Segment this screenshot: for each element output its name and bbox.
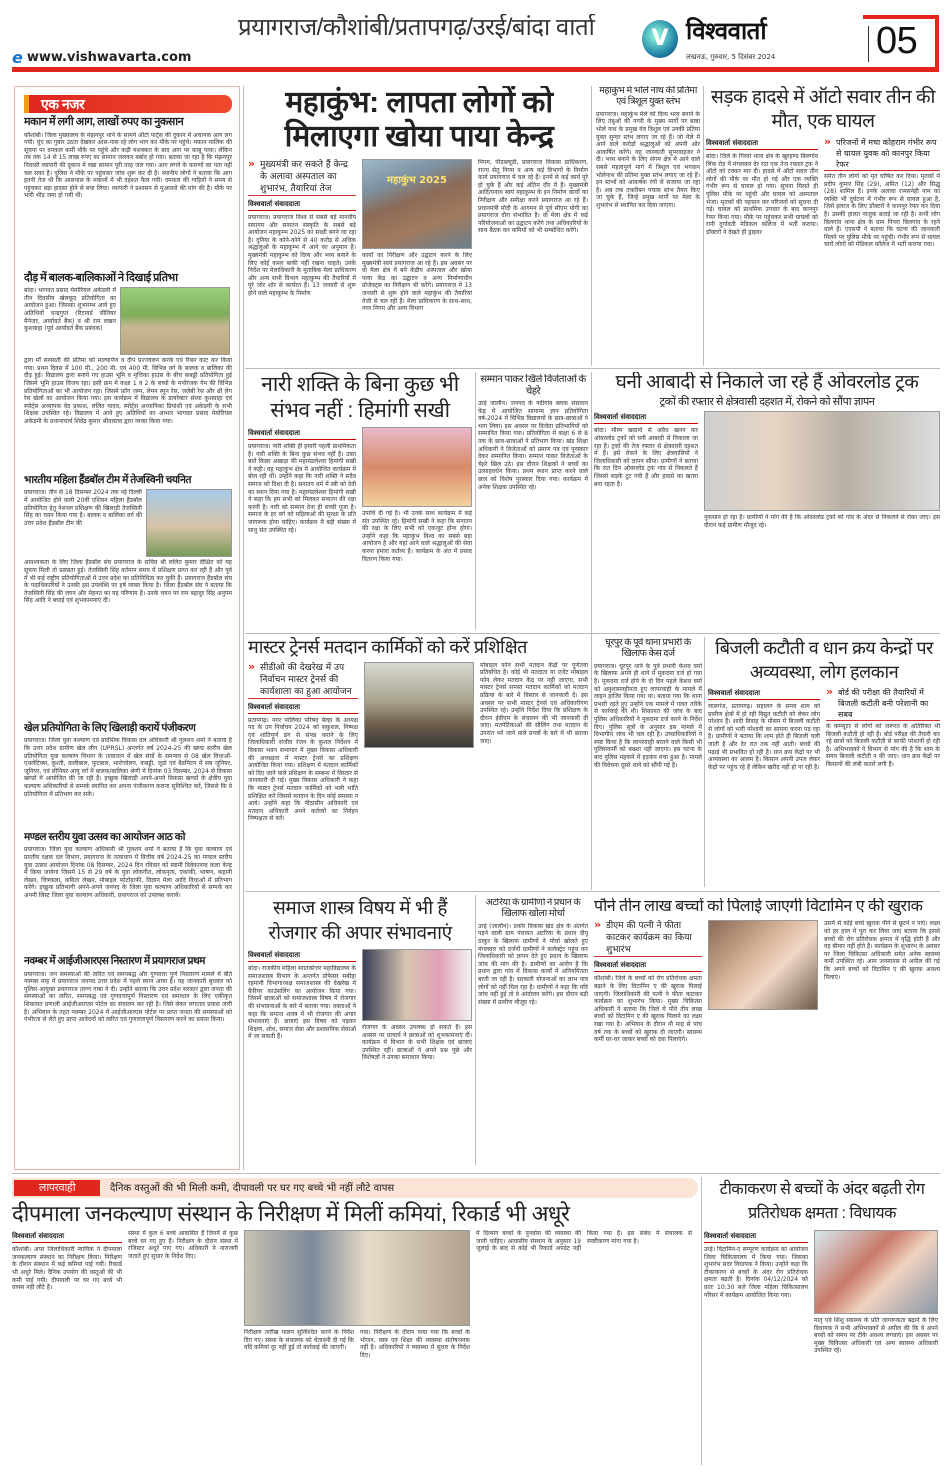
photo-deepmala-inspection [244, 1230, 470, 1326]
photo-tikakaran [814, 1230, 938, 1314]
lead-headline: महाकुंभ: लापता लोगों को मिलाएगा खोया पाया केन्द्र [284, 86, 554, 153]
website-url: www.vishwavarta.com [26, 50, 192, 65]
page-number: 05 [876, 20, 918, 62]
article-body-registration: प्रयागराज। जिला युवा कल्याण एवं प्रादेशिक विकास दल अधिकारी श्री गुलशन शर्मा ने बताया है कि उत्तर प्रदेश ग्रामीण खेल लीग (UPRSL) अन्तर्गत वर्ष 2024-25 की खण्ड स्तरीय खेल प्रतियोगिता युवा कल्याण विभाग के तत्वाधान में खेल संघों के समन्वय से 08 खेल विधाओं-एथलेटिक्स, कुश्ती, वालीबाल, फुटबाल, भारोत्तोलन, कबड्डी, जूडो एवं बैडमिंटन में सब जूनियर, जूनियर, एवं सीनियर आयु वर्ग में बालक/बालिका श्रेणी में दिनांक 03 दिसम्बर, 2024 से विकास खण्डों में आयोजित की जा रही है। इच्छुक खिलाड़ी अपने-अपने विकास खण्डों के क्षेत्रीय युवा कल्याण अधिकारियों से सम्पर्क स्थापित कर अपना पंजीकरण कराना सुनिश्चित करें, जिससे कि वे प्रतियोगिता में प्रतिभाग कर सकें। [24, 737, 232, 798]
byline: विश्ववार्ता संवाददाता [12, 1232, 122, 1243]
truck-story [594, 372, 940, 630]
byline: विश्ववार्ता संवाददाता [248, 951, 356, 962]
article-body-igrs: प्रयागराज। जन समस्याओं की त्वरित एवं समयबद्ध और गुणवत्ता पूर्ण निस्तारण मामले में बीते नवम्बर माह में प्रयागराज जनपद उत्तर प्रदेश में पहले स्थान आया है। यह जानकारी बुधवार को पुलिस आयुक्त प्रयागराज तरुण गाबा ने दी। उन्होंने बताया कि उत्तर प्रदेश सरकार द्वारा जनता की समस्याओं का त्वरित, समयबद्ध एवं गुणवत्तापूर्ण निस्तारण एवं समाधान के लिए एकीकृत शिकायत प्रणाली आईजीआरएस पोर्टल का संचालन कर रही है। जिसे लेकर लगातार प्रयास जारी है। अभियान के तहत नवम्बर 2024 में आईजीआरएस पोर्टल पर प्राप्त जनता की समस्याओं को गंभीरता से लेते हुए प्राप्त आवेदनों को त्वरित एवं गुणवत्तापूर्ण निस्तारण करने का प्रयास किया। [24, 970, 232, 1024]
article-body-accident-1: बांदा। जिले के गिरवां थाना क्षेत्र के खुरहण्ड बिलगांव लिंक रोड में मंगलवार देर रात एक तेज रफ्तार ट्रक ने ऑटो को टक्कर मार दी। हादसे में ऑटो सवार तीन लोगों की मौके पर मौत हो गई और एक व्यक्ति गंभीर रूप से घायल हो गया। सूचना मिलते ही पुलिस मौके पर पहुंची और घायल को अस्पताल भेजा। मृतकों की पहचान कर परिजनों को सूचना दी गई। घायल को प्राथमिक उपचार के बाद कानपुर रेफर किया गया। मौके पर पहुंचकर सभी घायलों को रानी दुर्गावती मेडिकल कॉलेज में भर्ती कराया। डॉक्टरों ने देखते ही ड्राइवर [706, 153, 818, 236]
ataria-story [478, 898, 588, 1164]
byline: विश्ववार्ता संवाददाता [594, 413, 698, 424]
byline: विश्ववार्ता संवाददाता [594, 961, 702, 972]
article-body-master-1: प्रतापगढ़। नगर पालिका परिषद बेल्हा के अध्यक्ष पद के उप निर्वाचन 2024 को सकुशल, निष्पक्ष एवं शांतिपूर्ण ढंग से संपन्न कराने के लिए जिलाधिकारी संजीव रंजन के कुशल निर्देशन में विकास भवन सभागार में मुख्य विकास अधिकारी की अध्यक्षता में मास्टर ट्रेनर्स का प्रशिक्षण आयोजित किया गया। प्रशिक्षण में मतदान कार्मिकों को दिए जाने वाले प्रशिक्षण के सम्बन्ध में विस्तार से जानकारी दी गई। मुख्य विकास अधिकारी ने कहा कि मास्टर ट्रेनर्स मतदान कार्मिकों को भली भांति प्रशिक्षित करें जिससे मतदान के दिन कोई समस्या न आये। उन्होंने कहा कि पीठासीन अधिकारी एवं मतदान अधिकारी अपने कर्तव्यों का निर्वहन निष्पक्षता से करें। [248, 716, 358, 823]
lead-story [248, 86, 590, 366]
ek-nazar-label: एक नजर [24, 95, 232, 113]
article-body-fire: कौशांबी। जिला मुख्यालय के मंझनपुर थाने के सामने ऑटो पार्ट्स की दुकान में अचानक आग लग गयी। धुंए का गुबार उठता देखकर आस-पास रहे लोग भाग कर मौके पर पहुंचे। मकान मालिक की सूचना पर दमकल कर्मी मौके पर पहुंचे और कड़ी मशक्कत के बाद आग पर काबू पाया। लेकिन तब तक 14 से 15 लाख रुपए का सामान जलकर बर्बाद हो गया। बताया जा रहा है कि मंझनपुर निवासी व्यापारी की दुकान में रखा सामान पूरी तरह जल गया। आग लगने के कारणों का पता नहीं चल सका है। पुलिस ने मौके पर पहुंचकर जांच शुरू कर दी है। स्थानीय लोगों ने बताया कि आग इतनी तेज थी कि आसपास के मकानों में भी दहशत फैल गयी। दमकल की गाड़ियों ने समय से पहुंचकर बड़ा हादसा होने से बचा लिया। व्यापारी ने प्रशासन से मुआवजे की मांग की है। मौके पर भारी भीड़ जमा हो गयी थी। [24, 131, 232, 200]
truck-subhead: ट्रकों की रफ्तार से क्षेत्रवासी दहशत में, रोकने को सौंपा ज्ञापन [659, 395, 875, 408]
photo-master-trainers [364, 662, 474, 748]
headline-nari-shakti: नारी शक्ति के बिना कुछ भी संभव नहीं : हिमांगी सखी [261, 373, 459, 422]
byline: विश्ववार्ता संवाददाता [248, 703, 358, 714]
article-body-master-2: मोबाइल फोन सभी मतदान केंद्रों पर पूर्णतया प्रतिबंधित है। कोई भी मतदाता या एजेंट मोबाइल फोन लेकर मतदान केंद्र पर नहीं जाएगा, सभी मास्टर ट्रेनर्स समस्त मतदान कार्मिकों को मतदान प्रक्रिया के बारे में विस्तार से जानकारी दें। इस अवसर पर सभी मास्टर ट्रेनर्स एवं अधिकारीगण उपस्थित रहे। उन्होंने निर्देश दिया कि प्रशिक्षण के दौरान ईवीएम के संचालन की भी जानकारी दी जाए। मतपेटिकाओं की सीलिंग तथा मतदान के उपरांत भरे जाने वाले प्रपत्रों के बारे में भी बताया जाए। [480, 661, 588, 745]
accident-subhead: » परिजनों में मचा कोहराम गंभीर रूप से घायल युवक को कानपुर किया रेफर [824, 137, 940, 171]
headline-handball: भारतीय महिला हैंडबॉल टीम में तेजस्विनी चयनित [24, 474, 191, 487]
headline-deepmala: दीपमाला जनकल्याण संस्थान के निरीक्षण में मिलीं कमियां, रिकार्ड भी अधूरे [12, 1201, 570, 1226]
headline-race: दौड़ में बालक-बालिकाओं ने दिखाई प्रतिभा [24, 271, 178, 284]
deepmala-kicker: दैनिक वस्तुओं की भी मिली कमी, दीपावली पर घर गए बच्चे भी नहीं लौटे वापस [110, 1182, 395, 1194]
headline-registration: खेल प्रतियोगिता के लिए खिलाड़ी करायें पंजीकरण [24, 722, 196, 735]
article-body-race-top: बांदा। भागवत प्रसाद मेमोरियल अकेडमी में तीन दिवसीय खेलकूद प्रतियोगिता का आयोजन हुआ। जिसका शुभारम्भ आये हुए अतिथियों चन्द्रगुप्त (रिटायर्ड सीनियर मैनेजर, आर्यावर्त बैंक) व श्री राम लखन कुशवाहा (पूर्व आर्यावर्त बैंक प्रबंधक) [24, 287, 116, 333]
article-body-nari-2: उपाधि दी गई है। भी उनके साथ कार्यक्रम में कई संत उपस्थित रहे। हिमांगी सखी ने कहा कि सनातन की रक्षा के लिए सभी को एकजुट होना होगा। उन्होंने कहा कि महाकुंभ विश्व का सबसे बड़ा आयोजन है और यहां आने वाले श्रद्धालुओं की सेवा करना हमारा कर्तव्य है। कार्यक्रम के अंत में प्रसाद वितरण किया गया। [362, 510, 472, 563]
lead-body-col3: निगम, पीडब्ल्यूडी, प्रयागराज विकास प्राधिकरण, राज्य सेतु निगम व अन्य कई विभागों के निर्माण कार्य प्रयागराज में चल रहे हैं। इनमें से कई कार्य पूरे हो चुके हैं और कई अंतिम दौर में हैं। मुख्यमंत्री आदित्यनाथ स्वयं महाकुम्भ के इन निर्माण कार्यों का निरीक्षण और समीक्षा करने प्रयागराज आ रहे हैं। प्रधानमंत्री मोदी के आगमन से पूर्व सीएम योगी का प्रयागराज दौरा संभावित है। वो मेला क्षेत्र में कई परियोजनाओं का उद्घाटन करेंगे तथा अधिकारियों के साथ बैठक कर कमियों को भी सम्बोधित करेंगे। [478, 159, 588, 235]
article-body-accident-2: समेत तीन लोगों को मृत घोषित कर दिया। मृतकों में प्रदीप कुमार सिंह (29), अमित (12) और सिद्धू (28) शामिल हैं। इनके अलावा रामसनेही नाम का व्यक्ति भी दुर्घटना में गंभीर रूप से घायल हुआ है, जिसे इलाज के लिए डॉक्टरों ने कानपुर रेफर कर दिया है। उसकी हालत नाजुक बताई जा रही है। सभी लोग बिलगांव थाना क्षेत्र के ग्राम पिपरा बिलगांव के रहने वाले हैं। एएसपी ने बताया कि घटना की जानकारी मिलने पर पुलिस मौके पर पहुंची। गंभीर रूप से घायल चारों लोगों को मेडिकल कॉलेज में भर्ती कराया गया। [824, 173, 940, 249]
article-body-vitamin-2: उसमें से कोई बच्चे खुराक पीने से छूटने न पाएं। लक्ष्य को हर हाल में पूरा कर लिया जाए बताया कि इससे बच्चों की रोग प्रतिरोधक क्षमता में वृद्धि होती है और वह बीमार नहीं होते हैं। कार्यक्रम के शुभारंभ के अवसर पर जिला चिकित्सा अधिकारी समेत अनेक स्वास्थ्य कर्मी उपस्थित रहे। आम जनमानस से अपील की गई कि अपने बच्चों को विटामिन ए की खुराक अवश्य पिलाएं। [824, 920, 940, 981]
kicker-bar [12, 1178, 698, 1198]
article-body-tika-2: मातृ एवं शिशु स्वास्थ्य के प्रति जागरूकता बढ़ाने के लिए विधायक ने सभी अभिभावकों से अपील की कि वे अपने बच्चों को समय पर टीके अवश्य लगवाएं। इस अवसर पर मुख्य चिकित्सा अधिकारी एवं अन्य स्वास्थ्य अधिकारी उपस्थित रहे। [814, 1317, 938, 1355]
vitamin-subhead: » डीएम की पत्नी ने फीता काटकर कार्यक्रम का किया शुभारंभ [594, 920, 702, 957]
headline-samman: सम्मान पाकर खिले विजेताओं के चेहरे [480, 374, 586, 397]
paper-logo: V [642, 20, 678, 58]
byline: विश्ववार्ता संवाददाता [248, 429, 356, 440]
dateline: लखनऊ, गुरुवार, 5 दिसंबर 2024 [686, 53, 776, 61]
vitamin-a-story [594, 898, 940, 1164]
headline-overload-truck: घनी आबादी से निकाले जा रहे हैं ओवरलोड ट्रक [615, 372, 919, 393]
headline-bijli: बिजली कटौती व धान क्रय केन्द्रों पर अव्यवस्था, लोग हलकान [715, 638, 933, 682]
article-body-bijli-1: लालगंज, प्रतापगढ़। सहालग के समय शाम को ग्रामीण क्षेत्रों में हो रही विद्युत कटौती को लेकर लोग परेशान हैं। शादी विवाह के मौसम में बिजली कटौती से लोगों को भारी परेशानी का सामना करना पड़ रहा है। ग्रामीणों ने बताया कि शाम होते ही बिजली चली जाती है और देर रात तक नहीं आती। बच्चों की पढ़ाई भी प्रभावित हो रही है। धान क्रय केंद्रों पर भी अव्यवस्था का आलम है। किसान अपनी उपज लेकर केंद्रों पर पहुंच रहे हैं लेकिन खरीद नहीं हो पा रही है। [708, 703, 820, 771]
headline-vitamin-a: पौने तीन लाख बच्चों को पिलाई जाएगी विटामिन ए की खुराक [594, 898, 923, 915]
masthead-rule [12, 67, 939, 72]
bhole-nath-story [596, 86, 700, 366]
section-title: प्रयागराज/कौशांबी/प्रतापगढ़/उरई/बांदा वार्ता [238, 14, 595, 41]
photo-race [120, 287, 230, 355]
tikakaran-story [704, 1178, 940, 1466]
article-body-samaj-2: रोजगार के अवसर उपलब्ध हो सकते हैं। इस अवसर पर प्राचार्य ने छात्राओं को शुभकामनाएं दीं। कार्यक्रम में विभाग के सभी शिक्षक एवं छात्राएं उपस्थित रहीं। छात्राओं ने अपने प्रश्न पूछे और विशेषज्ञों ने उनका समाधान किया। [362, 1024, 472, 1062]
lead-body-col2: कार्यों का निरीक्षण और उद्घाटन करने के लिए मुख्यमंत्री स्वयं प्रयागराज आ रहे हैं। इस अवसर पर वो मेला क्षेत्र में बने केंद्रीय अस्पताल और खोया पाया केंद्र का उद्घाटन व अन्य निर्माणाधीन प्रोजेक्ट्स का निरीक्षण भी करेंगे। प्रयागराज में 13 जनवरी से शुरू होने वाले महाकुंभ की तैयारियां तेजी से चल रही हैं। मेला प्राधिकरण के साथ-साथ, नगर निगम और अन्य विभाग [362, 252, 472, 313]
article-body-vitamin-1: कौशांबी। जिले के बच्चों को रोग प्रतिरोधक क्षमता बढ़ाने के लिए विटामिन ए की खुराक पिलाई जाएगी। जिलाधिकारी की पत्नी ने फीता काटकर कार्यक्रम का शुभारंभ किया। मुख्य चिकित्सा अधिकारी ने बताया कि जिले में पौने तीन लाख बच्चों को विटामिन ए की खुराक पिलाने का लक्ष्य रखा गया है। अभियान के दौरान नौ माह से पांच वर्ष तक के बच्चों को खुराक दी जाएगी। स्वास्थ्य कर्मी घर-घर जाकर बच्चों को दवा पिलाएंगे। [594, 975, 702, 1044]
headline-master-trainers: मास्टर ट्रेनर्स मतदान कार्मिकों को करें प्रशिक्षित [248, 637, 527, 657]
samman-story [478, 374, 588, 630]
headline-samaj-shastra: समाज शास्त्र विषय में भी हैं रोजगार की अपार संभावनाएं [268, 898, 452, 944]
article-body-bijli-2: के कम्प्यूटर से लोगों को जरूरत के अतिरिक्त भी बिजली कटौती हो रही है। बोर्ड परीक्षा की तैयारी कर रहे छात्रों को बिजली कटौती से काफी परेशानी हो रही है। अभिभावकों ने विभाग से मांग की है कि शाम के समय बिजली कटौती न की जाए। धान क्रय केंद्रों पर किसानों की लंबी कतारें लगी हैं। [826, 723, 940, 768]
article-body-truck-2: नुकसान हो रहा है। ग्रामीणों ने मांग की है कि ओवरलोड ट्रकों को गांव के अंदर से निकलने से रोका जाए। इस दौरान कई ग्रामीण मौजूद रहे। [704, 514, 940, 530]
accident-story [706, 86, 940, 366]
article-body-race: द्वारा माँ सरस्वती की प्रतिमा को माल्यार्पण व दीप प्रज्ज्वलन करके एवं रिबन काट कर किया गया। प्रथम दिवस में 100 मी., 200 मी. एवं 400 मी. विभिन्न वर्ग के बालक व बालिका की दौड़ हुई। विद्यालय द्वारा बनाये गए हाउस भूमि व मृत्तिका हाउस के बीच कबड्डी प्रतियोगिता हुई जिसमे भूमि हाउस विजय रहा। इसी क्रम में कक्षा 1 व 2 के बच्चो के मनोरंजक गेम की विभिन्न प्रतियोगिताओं का भी आयोजन रहा। जिसमे फ्रॉग जम्प, लेमन स्पून रेस, जलेबी रेस और थ्री लेग रेस खेलों का आयोजन किया गया। इस कार्यक्रम में विद्यालय के डायरेक्टर संध्या कुशवाहा एवं स्पोर्ट्स अध्यापक वेद प्रकाश, ललित यादव, स्पोर्ट्स अध्यापिका प्रियांशी एवं अकेडमी के सभी शिक्षक उपस्थित रहे। विद्यालय में आये हुए अतिथियों का आभार भागवत प्रसाद मेमोरियल अकेडमी के प्रधानाचार्य शिवेंद्र कुमार श्रीवास्तव द्वारा व्यक्त किया गया। [24, 357, 232, 426]
byline: विश्ववार्ता संवाददाता [706, 139, 818, 150]
deepmala-story [12, 1178, 698, 1466]
laparwahi-tag: लापरवाही [14, 1180, 100, 1196]
article-body-nari-1: प्रयागराज। नारी शक्ति ही हमारी पहली प्राथमिकता है। नारी शक्ति के बिना कुछ संभव नहीं है। उक्त बातें किन्नर अखाड़ा की महामंडलेश्वर हिमांगी सखी ने कही। वह महाकुंभ क्षेत्र में आयोजित कार्यक्रम में बोल रही थीं। उन्होंने कहा कि नारी शक्ति ने सदैव समाज को दिशा दी है। सनातन धर्म में स्त्री को देवी का स्थान दिया गया है। महामंडलेश्वर हिमांगी सखी ने कहा कि हम सभी को मिलकर सनातन की रक्षा करनी है। नारी को सम्मान देना ही सच्ची पूजा है। समाज के हर वर्ग को महिलाओं की सुरक्षा के प्रति जागरूक होना चाहिए। कार्यक्रम में बड़ी संख्या में साधु संत उपस्थित रहे। [248, 443, 356, 534]
master-trainers-story [248, 637, 588, 887]
lead-body-col1: प्रयागराज। प्रयागराज विश्व से सबसे बड़े मानवीय समागम और सनातन संस्कृति के सबसे बड़े आयोजन महाकुम्भ 2025 का साक्षी बनने जा रहा है। दुनिया के कोने-कोने से 40 करोड़ से अधिक श्रद्धालुओं के महाकुम्भ में आने का अनुमान है। मुख्यमंत्री महाकुम्भ को दिव्य और भव्य बनाने के लिए कोई कसर बाकी नहीं रखना चाहते। उनके निर्देश पर मेलाधिकारी के मुताबिक मेला प्राधिकरण और अन्य सभी विभाग महाकुम्भ की तैयारियों में पूरे जोर शोर से कार्यरत हैं। 13 जनवरी से शुरू होने वाले महाकुम्भ के निर्माण [248, 214, 356, 297]
byline: विश्ववार्ता संवाददाता [248, 200, 356, 211]
lead-subhead: » मुख्यमंत्री कर सकते हैं केन्द्र के अलावा अस्पताल का शुभारंभ, तैयारियां तेज [248, 159, 356, 196]
bijli-subhead: » बोर्ड की परीक्षा की तैयारियों में बिजली कटौती बनी परेशानी का सबब [826, 687, 940, 721]
paper-name: विश्ववार्ता [686, 18, 767, 45]
article-body-samman: उरई जालौन। जनपद के नदीगांव ब्लाक संसाधन केंद्र में आयोजित सामान्य ज्ञान प्रतियोगिता वर्ष-2024 में विभिन्न विद्यालयों के छात्र-छात्राओं ने भाग लिया। इस अवसर पर विजेता प्रतिभागियों को सम्मानित किया गया। प्रतियोगिता में कक्षा 6 से 8 तक के छात्र-छात्राओं ने प्रतिभाग किया। खंड शिक्षा अधिकारी ने विजेताओं को प्रमाण पत्र एवं पुरस्कार देकर सम्मानित किया। सम्मान पाकर विजेताओं के चेहरे खिल उठे। इस दौरान शिक्षकों ने बच्चों का उत्साहवर्धन किया। प्रथम स्थान प्राप्त करने वाले छात्र को विशेष पुरस्कार दिया गया। कार्यक्रम में अनेक शिक्षक उपस्थित रहे। [478, 400, 588, 491]
article-body-deepmala-3: निरीक्षण तारीख पालन सुनिश्चित करने के निर्देश दिए गए। संस्था के संचालक को चेतावनी दी गई कि यदि कमियां दूर नहीं हुई तो कार्रवाई की जाएगी। [244, 1329, 354, 1352]
samaj-shastra-story [248, 896, 472, 1164]
photo-truck-memorandum [704, 411, 940, 511]
photo-nari-shakti [362, 427, 472, 507]
photo-samaj-shastra [362, 949, 472, 1021]
headline-ghurpur: घूरपुर के पूर्व थाना प्रभारी के खिलाफ केस दर्ज [605, 638, 691, 659]
master-subhead: » सीडीओ की देखरेख में उप निर्वाचन मास्टर ट्रेनर्स की कार्यशाला का हुआ आयोजन [248, 662, 358, 699]
article-body-truck-1: बांदा। मौरम खदानों से अवैध खनन कर ओवरलोड ट्रकों को घनी आबादी से निकाला जा रहा है। ट्रकों की तेज रफ्तार से क्षेत्रवासी दहशत में हैं। इसे रोकने के लिए क्षेत्रवासियों ने जिलाधिकारी को ज्ञापन सौंपा। ग्रामीणों ने बताया कि रात दिन ओवरलोड ट्रक गांव से निकलते हैं जिससे सड़कें टूट गयी हैं और हादसे का खतरा बना रहता है। [594, 427, 698, 488]
photo-caption: महाकुंभ 2025 [387, 175, 447, 186]
article-body-deepmala-5: में दिव्यांग बच्चों के पुनर्वास की व्यवस्था की जानी चाहिए। आवासीय संस्थान के अनुसार 19 जुलाई के बाद से कोई भी रिकार्ड अपडेट नहीं किया गया है। इस संबंध में संचालक से स्पष्टीकरण मांगा गया है। [476, 1230, 692, 1253]
nari-shakti-story [248, 372, 472, 630]
left-column [24, 95, 232, 1165]
headline-fire: मकान में लगी आग, लाखों रुपए का नुकसान [24, 116, 184, 128]
bijli-story [708, 636, 940, 887]
ghurpur-story [594, 638, 702, 887]
article-body-handball-top: प्रयागराज। तीन से 18 दिसम्बर 2024 तक नई दिल्ली में आयोजित होने वाली 20वीं एशियन महिला हैंडबॉल प्रतियोगिता हेतु नेशनल प्रशिक्षण की खिलाड़ी तेजस्विनी सिंह का चयन किया गया है। बालक व बालिका वर्ग की उत्तर प्रदेश हैंडबॉल टीम की [24, 489, 142, 527]
headline-tikakaran: टीकाकरण से बच्चों के अंदर बढ़ती रोग प्रतिरोधक क्षमता : विधायक [719, 1181, 925, 1222]
article-body-ghurpur: प्रयागराज। घूरपुर थाने के पूर्व प्रभारी केशव वर्मा के खिलाफ अपने ही थाने में मुकदमा दर्ज हो गया है। मुकदमा दर्ज होने के दो दिन पहले केशव वर्मा को अनुशासनहीनता हुए लापरवाही के मामले में लाइन हाजिर किया गया था। बताया गया कि थाना प्रभारी रहते हुए उन्होंने एक मामले में गलत तरीके से कार्रवाई की थी। शिकायत की जांच के बाद पुलिस अधिकारियों ने मुकदमा दर्ज करने के निर्देश दिए। पुलिस सूत्रों के अनुसार इस मामले में विभागीय जांच भी चल रही है। उच्चाधिकारियों ने स्पष्ट किया है कि लापरवाही बरतने वाले किसी भी पुलिसकर्मी को बख्शा नहीं जाएगा। इस घटना के बाद पुलिस महकमे में हड़कंप मचा हुआ है। मामले की विवेचना दूसरे थाने को सौंपी गई है। [594, 662, 702, 769]
headline-ataria: अटरिया के ग्रामीणों ने प्रधान के खिलाफ खोला मोर्चा [485, 898, 581, 919]
article-body-deepmala-2: संस्था में कुल 6 बच्चे आवासित हैं जिनमें से कुछ बच्चे घर गए हुए हैं। निरीक्षण के दौरान संस्था में रजिस्टर अधूरे पाए गए। अधिकारी ने नाराजगी जताते हुए सुधार के निर्देश दिए। [128, 1230, 238, 1261]
lead-photo-mahakumbh [362, 159, 472, 249]
website-link[interactable] [12, 48, 191, 67]
browser-icon: e [12, 48, 23, 67]
headline-bhole-nath: महाकुंभ में भोले नाथ की प्रतिमा एवं त्रिशूल युक्त स्तंभ [599, 86, 697, 107]
headline-yuva-utsav: मण्डल स्तरीय युवा उत्सव का आयोजन आठ को [24, 831, 185, 844]
article-body-tika-1: उरई। विटामिन-ए सम्पूरण कार्यक्रम का आयोजन जिला चिकित्सालय में किया गया। जिसका शुभारंभ सदर विधायक ने किया। उन्होंने कहा कि टीकाकरण से बच्चों के अंदर रोग प्रतिरोधक क्षमता बढ़ती है। दिनांक 04/12/2024 को प्रातः 10:30 बजे जिला महिला चिकित्सालय परिसर में कार्यक्रम आयोजित किया गया। [704, 1246, 808, 1299]
article-body-bhole-nath: प्रयागराज। महाकुंभ मेले को दिव्य भव्य बनाने के लिए तंबुओं की नगरी के मुख्य मार्गों पर बाबा भोले नाथ के प्रमुख यंत्र त्रिशूल एवं उनकी प्रतिमा युक्त सुन्दर स्तंभ लगाए जा रहे हैं। जो मेले में आने वाले करोड़ों श्रद्धालुओं को अपनी ओर आकर्षित करेंगे। यह जानकारी सुपरवाइजर ने दी। भव्य बनाने के लिए संगम क्षेत्र में आने वाले सबसे महत्वपूर्ण मार्ग में त्रिशूल एवं भगवान भोलेनाथ की प्रतिमा युक्त स्तंभ लगाए जा रहे हैं। इन स्तंभों को आकर्षक रंगों से सजाया जा रहा है। अब तक तकरीबन पचास स्तंभ तैयार किए जा चुके हैं, जिन्हे प्रमुख मार्गों पर मेला के शुभारंभ से स्थापित कर दिया जाएगा। [596, 110, 700, 209]
article-body-yuva-utsav: प्रयागराज। जिला युवा कल्याण अधिकारी श्री गुलशन शर्मा ने बताया है कि युवा कल्याण एवं प्रान्तीय रक्षक दल विभाग, प्रयागराज के तत्वाधान में वित्तीय वर्ष 2024-25 का मण्डल स्तरीय युवा उत्सव आयोजन दिनांक 08 दिसम्बर, 2024 दिन रविवार को स्वामी विवेकानन्द कला केन्द्र में किया जायेगा जिसमें 15 से 29 वर्ष के युवा लोकगीत, लोकनृत्य, एकांकी, भाषण, कहानी लेखन, चित्रकला, कविता लेखन, मोबाइल फोटोग्राफी, विज्ञान मेला आदि विधाओं में प्रतिभाग करेंगे। इच्छुक प्रतिभागी अपने-अपने जनपद के जिला युवा कल्याण अधिकारियों से सम्पर्क कर अपनी लिस्ट जिला युवा कल्याण अधिकारी, प्रयागराज को उपलब्ध करायें। [24, 846, 232, 900]
photo-vitamin-a [708, 920, 818, 1010]
article-body-ataria: उरई (जालौन)। डकोर विकास खंड क्षेत्र के अंतर्गत पड़ने वाली ग्राम पंचायत अटरिया के प्रधान दीपू ठाकुर के खिलाफ ग्रामीणों ने मोर्चा खोलते हुए मंगलवार को दर्जनों ग्रामीणों ने कलेक्ट्रेट पहुंच कर जिलाधिकारी को ज्ञापन देते हुए प्रधान के खिलाफ जांच की मांग की है। ग्रामीणों का आरोप है कि प्रधान द्वारा गांव में विकास कार्यों में अनियमितता बरती जा रही है। सरकारी योजनाओं का लाभ पात्र लोगों को नहीं मिल रहा है। ग्रामीणों ने कहा कि यदि जांच नहीं हुई तो वे आंदोलन करेंगे। इस दौरान बड़ी संख्या में ग्रामीण मौजूद रहे। [478, 922, 588, 1006]
article-body-deepmala-4: गया। निरीक्षण के दौरान पाया गया कि बच्चों के भोजन, वस्त्र एवं शिक्षा की व्यवस्था संतोषजनक नहीं है। अधिकारियों ने व्यवस्था में सुधार के निर्देश दिए। [360, 1329, 470, 1360]
article-body-deepmala-1: कौशांबी। अपर जिलाधिकारी न्यायिक ने दीपमाला जनकल्याण संस्थान का निरीक्षण किया। निरीक्षण के दौरान संस्थान में कई कमियां पाई गयीं। रिकार्ड भी अधूरे मिले। दैनिक उपयोग की वस्तुओं की भी कमी पाई गयी। दीपावली पर घर गए बच्चे भी वापस नहीं लौटे हैं। [12, 1246, 122, 1292]
headline-igrs: नवम्बर में आईजीआरएस निस्तारण में प्रयागराज प्रथम [24, 955, 205, 968]
byline: विश्ववार्ता संवाददाता [704, 1232, 808, 1243]
headline-accident: सड़क हादसे में ऑटो सवार तीन की मौत, एक घायल [711, 87, 935, 132]
article-body-handball: आवश्यकता के लिए जिला हैंडबॉल संघ प्रयागराज के सचिव श्री ललित कुमार दीक्षित को यह सूचना मिली तो प्रसन्नता हुई। तेजस्विनी सिंह वर्तमान समय में प्रशिक्षण प्राप्त कर रही हैं और पूर्व में भी कई राष्ट्रीय प्रतियोगिताओं में उत्तर प्रदेश का प्रतिनिधित्व कर चुकी हैं। प्रयागराज हैंडबॉल संघ के पदाधिकारियों ने उनकी इस उपलब्धि पर हर्ष व्यक्त किया है। जिला हैंडबॉल संघ ने बताया कि तेजस्विनी सिंह की लगन और मेहनत का यह परिणाम है। उनके चयन पर राम बहादुर सिंह अनुपम सिंह आदि ने बधाई एवं शुभकामनाएं दी। [24, 559, 232, 605]
photo-handball [146, 489, 232, 557]
byline: विश्ववार्ता संवाददाता [708, 689, 820, 700]
article-body-samaj-1: बांदा। राजकीय महिला स्नातकोत्तर महाविद्यालय के समाजशास्त्र विभाग के अन्तर्गत प्रोफेसर सबीहा रहमानी विभागाध्यक्ष समाजशास्त्र की देखरेख में कैरियर काउंसलिंग का आयोजन किया गया। जिसमें छात्राओं को समाजशास्त्र विषय में रोजगार की संभावनाओं के बारे में बताया गया। वक्ताओं ने कहा कि समाज शास्त्र में भी रोजगार की अपार संभावनाएं हैं। छात्राएं इस विषय को पढ़कर शिक्षण, शोध, समाज सेवा और प्रशासनिक सेवाओं में जा सकती हैं। [248, 965, 356, 1041]
